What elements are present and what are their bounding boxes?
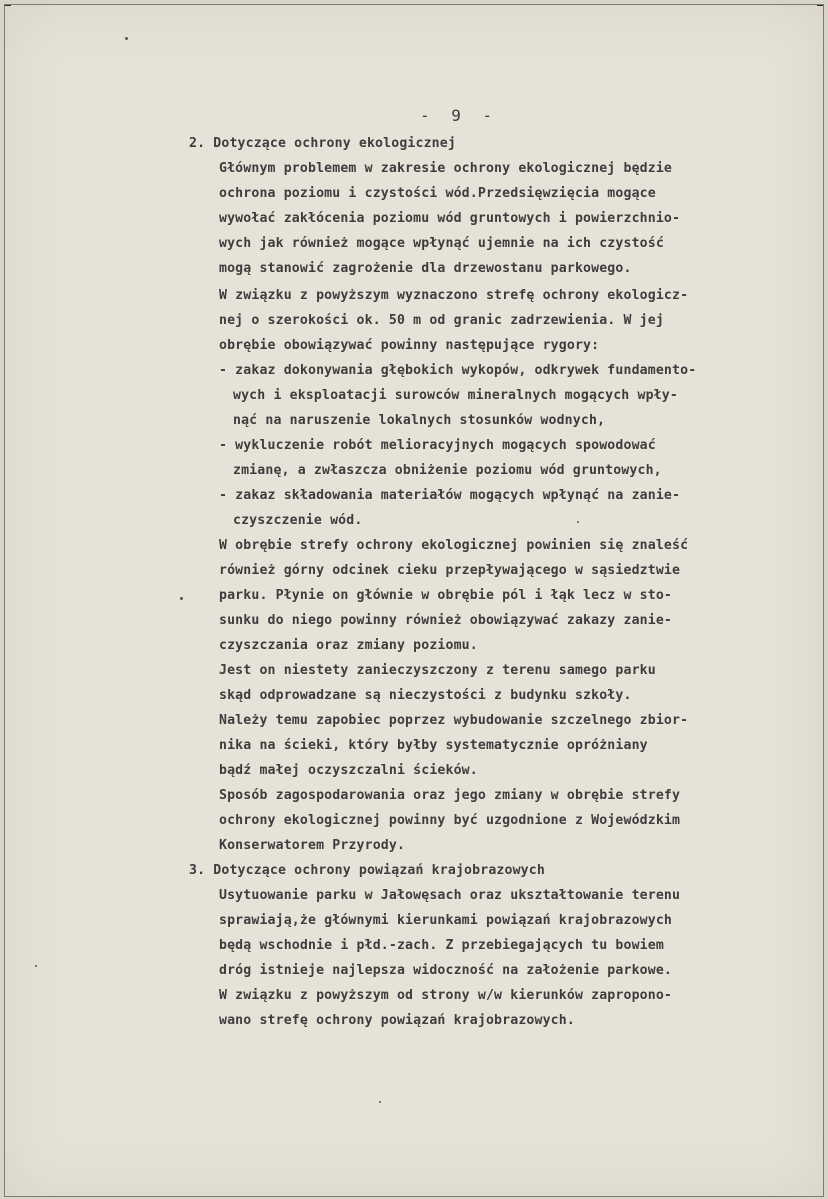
text-line: bądź małej oczyszczalni ścieków.: [219, 763, 478, 778]
text-line: również górny odcinek cieku przepływającego w sąsiedztwie: [219, 563, 681, 578]
text-line: zmianę, a zwłaszcza obniżenie poziomu wód gruntowych,: [233, 463, 662, 478]
text-line: sunku do niego powinny również obowiązywać zakazy zanie-: [219, 613, 673, 628]
text-line: ochrony ekologicznej powinny być uzgodnione z Wojewódzkim: [219, 813, 681, 828]
text-line: nej o szerokości ok. 50 m od granic zadrzewienia. W jej: [219, 313, 664, 328]
document-page: [4, 4, 824, 1197]
speck: [180, 597, 183, 600]
text-line: Należy temu zapobiec poprzez wybudowanie szczelnego zbior-: [219, 713, 689, 728]
text-line: W obrębie strefy ochrony ekologicznej powinien się znaleść: [219, 538, 689, 553]
speck: [379, 1101, 381, 1103]
text-line: czyszczania oraz zmiany poziomu.: [219, 638, 478, 653]
page-number: - 9 -: [420, 106, 499, 125]
speck: [35, 965, 37, 967]
list-item: - zakaz dokonywania głębokich wykopów, odkrywek fundamento-: [219, 363, 697, 378]
text-line: wych i eksploatacji surowców mineralnych mogących wpły-: [233, 388, 678, 403]
text-line: Usytuowanie parku w Jałowęsach oraz ukształtowanie terenu: [219, 888, 681, 903]
list-item: - wykluczenie robót melioracyjnych mogących spowodować: [219, 438, 656, 453]
text-line: Konserwatorem Przyrody.: [219, 838, 406, 853]
section-heading: 3. Dotyczące ochrony powiązań krajobrazowych: [189, 863, 545, 878]
crop-mark: [5, 5, 11, 6]
speck: [125, 37, 128, 40]
text-line: Głównym problemem w zakresie ochrony ekologicznej będzie: [219, 161, 673, 176]
list-item: - zakaz składowania materiałów mogących wpłynąć na zanie-: [219, 488, 681, 503]
crop-mark: [817, 5, 823, 6]
text-line: wano strefę ochrony powiązań krajobrazowych.: [219, 1013, 575, 1028]
text-line: parku. Płynie on głównie w obrębie pól i łąk lecz w sto-: [219, 588, 673, 603]
text-line: nąć na naruszenie lokalnych stosunków wodnych,: [233, 413, 606, 428]
text-line: Sposób zagospodarowania oraz jego zmiany w obrębie strefy: [219, 788, 681, 803]
text-line: skąd odprowadzane są nieczystości z budynku szkoły.: [219, 688, 632, 703]
text-line: W związku z powyższym wyznaczono strefę ochrony ekologicz-: [219, 288, 689, 303]
section-heading: 2. Dotyczące ochrony ekologicznej: [189, 136, 456, 151]
text-line: obrębie obowiązywać powinny następujące rygory:: [219, 338, 600, 353]
text-line: wych jak również mogące wpłynąć ujemnie na ich czystość: [219, 236, 664, 251]
speck: [577, 521, 579, 523]
text-line: będą wschodnie i płd.-zach. Z przebiegających tu bowiem: [219, 938, 664, 953]
text-line: mogą stanowić zagrożenie dla drzewostanu parkowego.: [219, 261, 632, 276]
text-line: Jest on niestety zanieczyszczony z terenu samego parku: [219, 663, 656, 678]
text-line: sprawiają,że głównymi kierunkami powiązań krajobrazowych: [219, 913, 673, 928]
text-line: ochrona poziomu i czystości wód.Przedsięwzięcia mogące: [219, 186, 656, 201]
text-line: dróg istnieje najlepsza widoczność na założenie parkowe.: [219, 963, 673, 978]
text-line: czyszczenie wód.: [233, 513, 363, 528]
text-line: wywołać zakłócenia poziomu wód gruntowych i powierzchnio-: [219, 211, 681, 226]
text-line: W związku z powyższym od strony w/w kierunków zapropono-: [219, 988, 673, 1003]
text-line: nika na ścieki, który byłby systematycznie opróżniany: [219, 738, 648, 753]
